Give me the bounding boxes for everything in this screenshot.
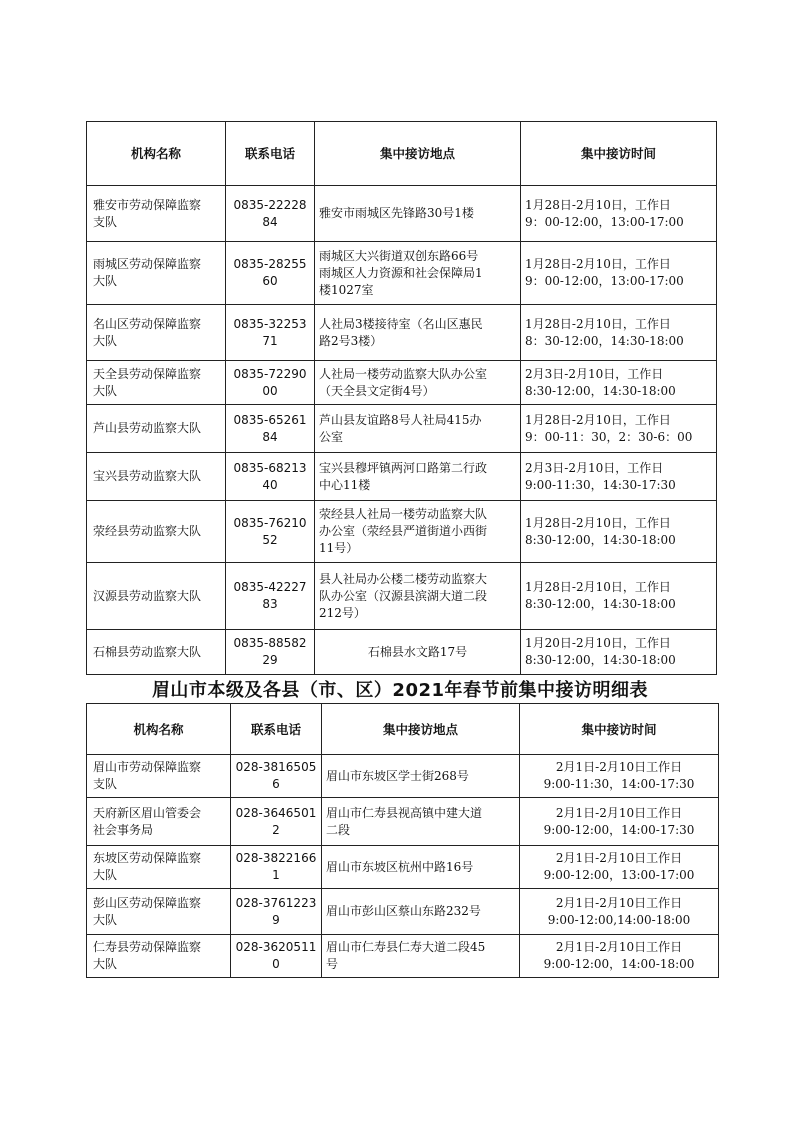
header-org-name: 机构名称 (87, 122, 226, 186)
org-name-cell (87, 361, 226, 405)
org-name-line: 社会事务局 (93, 822, 154, 837)
org-name-line: 汉源县劳动监察大队 (93, 588, 202, 603)
header-org-name: 机构名称 (87, 704, 231, 755)
address-cell (315, 305, 521, 361)
time-line: 8：30-12:00，14:30-18:00 (525, 333, 684, 348)
header-time: 集中接访时间 (521, 122, 717, 186)
address-line: 公室 (319, 429, 344, 444)
org-name-line: 大队 (93, 383, 118, 398)
phone-cell: 0835-8858229 (226, 630, 315, 675)
time-line: 9:00-12:00，14:00-18:00 (543, 957, 695, 971)
time-line: 8:30-12:00，14:30-18:00 (525, 532, 676, 547)
phone-cell: 028-36205110 (231, 935, 322, 978)
org-name-cell (87, 242, 226, 305)
org-name-line: 芦山县劳动监察大队 (93, 421, 202, 435)
table-row (87, 630, 717, 675)
org-name-cell (87, 501, 226, 563)
org-name-cell (87, 630, 226, 675)
org-name-cell (87, 798, 231, 846)
phone-cell: 028-36465012 (231, 798, 322, 846)
table-row (87, 305, 717, 361)
address-line: 眉山市仁寿县仁寿大道二段45 (326, 940, 486, 954)
time-line: 9：00-12:00，13:00-17:00 (525, 274, 684, 288)
phone-cell: 0835-3225371 (226, 305, 315, 361)
org-name-cell (87, 405, 226, 453)
address-cell (315, 405, 521, 453)
table-row (87, 846, 719, 889)
org-name-line: 名山区劳动保障监察 (93, 316, 202, 331)
address-line: （天全县文定街4号） (319, 383, 435, 398)
org-name-line: 仁寿县劳动保障监察 (93, 940, 202, 954)
address-line: 号 (326, 957, 339, 971)
address-line: 路2号3楼） (319, 333, 383, 348)
address-line: 宝兴县穆坪镇两河口路第二行政 (319, 460, 488, 475)
phone-cell: 0835-7621052 (226, 501, 315, 563)
address-line: 二段 (326, 822, 351, 837)
header-address: 集中接访地点 (322, 704, 520, 755)
time-cell (521, 186, 717, 242)
time-cell (521, 305, 717, 361)
time-cell (521, 405, 717, 453)
table-header-row (87, 122, 717, 186)
org-name-line: 大队 (93, 333, 118, 348)
header-time: 集中接访时间 (520, 704, 719, 755)
address-cell (315, 186, 521, 242)
time-line: 2月3日-2月10日，工作日 (525, 460, 664, 475)
table-row (87, 501, 717, 563)
time-line: 9：00-12:00，13:00-17:00 (525, 214, 684, 229)
time-line: 1月28日-2月10日，工作日 (525, 515, 671, 530)
time-line: 8:30-12:00，14:30-18:00 (525, 653, 676, 667)
org-name-line: 支队 (93, 214, 118, 229)
org-name-cell (87, 186, 226, 242)
address-line: 11号） (319, 541, 359, 555)
address-cell (322, 755, 520, 798)
time-line: 2月1日-2月10日工作日 (555, 895, 683, 910)
org-name-line: 雅安市劳动保障监察 (93, 197, 202, 212)
phone-cell: 0835-2222884 (226, 186, 315, 242)
address-cell (315, 563, 521, 630)
address-cell (315, 361, 521, 405)
header-address: 集中接访地点 (315, 122, 521, 186)
address-cell (322, 846, 520, 889)
org-name-line: 石棉县劳动监察大队 (93, 644, 202, 659)
org-name-cell (87, 755, 231, 798)
address-line: 中心11楼 (319, 477, 371, 492)
time-line: 9:00-12:00，14:00-17:30 (543, 822, 695, 837)
address-cell (322, 798, 520, 846)
time-cell (520, 846, 719, 889)
org-name-line: 彭山区劳动保障监察 (93, 895, 202, 910)
table-row (87, 186, 717, 242)
address-cell (315, 630, 521, 675)
time-cell (521, 453, 717, 501)
address-line: 队办公室（汉源县滨湖大道二段 (319, 588, 488, 603)
time-line: 9:00-12:00，13:00-17:00 (543, 868, 695, 882)
table-row (87, 242, 717, 305)
time-cell (521, 501, 717, 563)
org-name-cell (87, 453, 226, 501)
table-row (87, 798, 719, 846)
address-line: 眉山市东坡区学士街268号 (326, 768, 469, 783)
time-line: 9:00-12:00,14:00-18:00 (547, 912, 691, 927)
time-cell (520, 755, 719, 798)
time-cell (520, 935, 719, 978)
org-name-cell (87, 935, 231, 978)
time-line: 1月28日-2月10日，工作日 (525, 580, 671, 594)
header-phone: 联系电话 (231, 704, 322, 755)
address-cell (322, 935, 520, 978)
address-cell (322, 889, 520, 935)
org-name-line: 大队 (93, 274, 118, 288)
phone-cell: 0835-7229000 (226, 361, 315, 405)
table-row (87, 889, 719, 935)
time-cell (521, 361, 717, 405)
org-name-line: 荥经县劳动监察大队 (93, 524, 202, 538)
org-name-line: 大队 (93, 957, 118, 971)
org-name-line: 东坡区劳动保障监察 (93, 851, 202, 865)
time-line: 2月3日-2月10日，工作日 (525, 366, 664, 381)
address-line: 石棉县水文路17号 (367, 644, 468, 659)
address-line: 眉山市彭山区蔡山东路232号 (326, 904, 481, 918)
time-line: 2月1日-2月10日工作日 (555, 760, 683, 774)
time-line: 8:30-12:00，14:30-18:00 (525, 383, 676, 398)
phone-cell: 0835-6821340 (226, 453, 315, 501)
org-name-line: 眉山市劳动保障监察 (93, 760, 202, 774)
time-line: 1月28日-2月10日，工作日 (525, 257, 671, 271)
time-line: 9:00-11:30，14:00-17:30 (543, 777, 695, 791)
table-header-row (87, 704, 719, 755)
org-name-line: 天府新区眉山管委会 (93, 805, 202, 820)
phone-cell: 0835-4222783 (226, 563, 315, 630)
address-line: 荥经县人社局一楼劳动监察大队 (319, 507, 488, 521)
address-line: 办公室（荥经县严道街道小西街 (319, 524, 488, 538)
meishan-table-title: 眉山市本级及各县（市、区）2021年春节前集中接访明细表 (151, 680, 649, 701)
address-cell (315, 453, 521, 501)
org-name-line: 雨城区劳动保障监察 (93, 257, 202, 271)
time-cell (521, 563, 717, 630)
address-line: 眉山市仁寿县视高镇中建大道 (326, 805, 483, 820)
phone-cell: 028-38165056 (231, 755, 322, 798)
org-name-cell (87, 305, 226, 361)
org-name-line: 支队 (93, 777, 118, 791)
phone-cell: 028-38221661 (231, 846, 322, 889)
time-cell (520, 889, 719, 935)
address-cell (315, 242, 521, 305)
address-line: 人社局3楼接待室（名山区惠民 (319, 316, 483, 331)
address-line: 雅安市雨城区先锋路30号1楼 (319, 206, 474, 220)
address-line: 芦山县友谊路8号人社局415办 (319, 412, 482, 427)
address-line: 雨城区人力资源和社会保障局1 (319, 265, 483, 280)
table-row (87, 755, 719, 798)
time-line: 1月28日-2月10日，工作日 (525, 316, 671, 331)
org-name-line: 大队 (93, 912, 118, 927)
address-line: 楼1027室 (319, 282, 374, 297)
table-row (87, 935, 719, 978)
phone-cell: 0835-2825560 (226, 242, 315, 305)
yaan-visit-table (86, 121, 717, 675)
address-line: 212号） (319, 605, 366, 620)
address-line: 人社局一楼劳动监察大队办公室 (319, 366, 488, 381)
meishan-visit-table (86, 703, 719, 978)
org-name-line: 宝兴县劳动监察大队 (93, 469, 202, 483)
phone-cell: 028-37612239 (231, 889, 322, 935)
time-cell (520, 798, 719, 846)
time-line: 2月1日-2月10日工作日 (555, 805, 683, 820)
header-phone: 联系电话 (226, 122, 315, 186)
org-name-line: 大队 (93, 868, 118, 882)
time-line: 2月1日-2月10日工作日 (555, 851, 683, 865)
address-cell (315, 501, 521, 563)
phone-cell: 0835-6526184 (226, 405, 315, 453)
table-row (87, 405, 717, 453)
time-line: 2月1日-2月10日工作日 (555, 940, 683, 954)
time-line: 9：00-11：30，2：30-6：00 (525, 429, 693, 444)
org-name-cell (87, 846, 231, 889)
table-row (87, 563, 717, 630)
time-line: 9:00-11:30，14:30-17:30 (525, 477, 676, 492)
org-name-line: 天全县劳动保障监察 (93, 366, 202, 381)
table-row (87, 453, 717, 501)
time-cell (521, 242, 717, 305)
time-line: 8:30-12:00，14:30-18:00 (525, 597, 676, 611)
address-line: 雨城区大兴街道双创东路66号 (319, 248, 479, 263)
time-cell (521, 630, 717, 675)
org-name-cell (87, 563, 226, 630)
org-name-cell (87, 889, 231, 935)
time-line: 1月28日-2月10日，工作日 (525, 197, 671, 212)
time-line: 1月28日-2月10日，工作日 (525, 412, 671, 427)
time-line: 1月20日-2月10日，工作日 (525, 636, 671, 650)
address-line: 眉山市东坡区杭州中路16号 (326, 859, 474, 874)
table-row (87, 361, 717, 405)
address-line: 县人社局办公楼二楼劳动监察大 (319, 571, 488, 586)
